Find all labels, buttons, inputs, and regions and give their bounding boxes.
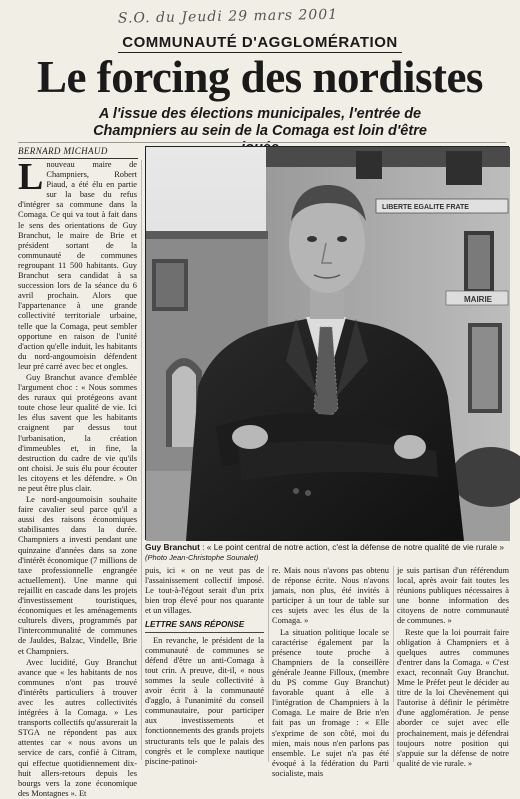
- sign-mairie: MAIRIE: [464, 295, 492, 304]
- article-photo: [145, 146, 509, 540]
- article-column-2: [145, 566, 264, 766]
- article-column-3: [272, 566, 389, 778]
- paragraph: Le nord-angoumoisin souhaite faire cavalier seul parce qu'il a aussi des raisons économiques stabilisantes dans la durée. Champniers a investi pendant une quinzaine d'années dans sa zone d'intérêt économique (7 millions de taxe professionnelle engrangée actuellement). Une manne qui rejaillit en cascade dans les projets d'investissement touristiques, économiques et les aménagements culturels divers, programmés par l'intercommunalité de communes de Jauldes, Balzac, Vindelle, Brie et Champniers.: [18, 495, 137, 656]
- article-column-1: [18, 156, 137, 798]
- caption-name: Guy Branchut: [145, 542, 200, 552]
- paragraph: re. Mais nous n'avons pas obtenu de réponse écrite. Nous n'avons jamais, non plus, été invités à participer à un tour de table sur ces sujets avec les élus de la Comaga. »: [272, 566, 389, 626]
- paragraph: puis, ici « on ne veut pas de l'assainissement collectif imposé. Le tout-à-l'égout serait d'un prix bien trop élevé pour nos quarante et un villages.: [145, 566, 264, 616]
- article-column-4: [397, 566, 509, 768]
- column-subhead: LETTRE SANS RÉPONSE: [145, 620, 264, 632]
- paragraph: Avec lucidité, Guy Branchut avance que « les habitants de nos communes n'ont pas trouvé d'intérêts particuliers à trouver avec les autres collectivités intégrées à la Comaga. » Les transports collectifs qu'assurerait la STGA ne répondent pas aux attentes car « nous avons un service de cars, confié à Citram, qui effectue quotidiennement dix-huit allers-retours depuis les bourgs vers la zone économique des Montagnes ». Et: [18, 657, 137, 798]
- top-rule: [18, 142, 506, 143]
- drop-cap: L: [18, 156, 44, 198]
- caption-quote: : « Le point central de notre action, c'est la défense de notre qualité de vie rurale »: [199, 542, 505, 552]
- paragraph: En revanche, le président de la communauté de communes se défend d'être un anti-Comaga à tout crin. A preuve, dit-il, « nous sommes la seule collectivité à avoir écrit à la communauté d'agglo, à l'unanimité du conseil communautaire, pour participer aux investissements et fonctionnements des grands projets structurants tels que le palais des congrès et le complexe nautique piscine-patinoi-: [145, 635, 264, 766]
- column-divider: [141, 160, 142, 760]
- portrait-illustration: [146, 147, 510, 541]
- subheadline: A l'issue des élections municipales, l'entrée de Champniers au sein de la Comaga est loin d'être: [93, 106, 427, 139]
- handwritten-date-note: S.O. du Jeudi 29 mars 2001: [117, 6, 339, 27]
- paragraph: Guy Branchut avance d'emblée l'argument choc : « Nous sommes des ruraux qui protégeons avant toute chose leur qualité de vie. Ici les élus savent que les habitants craignent par dessus tout l'urbanisation, la création d'immeubles et, in fine, la destruction du cadre de vie qu'ils ont choisi. Je suis élu pour écouter les citoyens et les défendre. » On ne peut être plus clair.: [18, 372, 137, 493]
- paragraph: [18, 156, 137, 372]
- paragraph: La situation politique locale se caractérise également par la présence toute proche à Champniers de la conseillère générale Jeanne Filloux, (membre du PS comme Guy Branchut) favorable quant à elle à l'intégration de Champniers à la Comaga. Le maire de Brie n'en fait pas un fromage : « Elle s'exprime de son côté, moi du mien, mais nous n'en parlons pas ensemble. Le sujet n'a pas été évoqué à la fédération du Parti socialiste, mais: [272, 627, 389, 778]
- sign-liberte: LIBERTE EGALITE FRATE: [382, 204, 469, 211]
- paragraph: Reste que la loi pourrait faire obligation à Champniers et à quelques autres communes d'entrer dans la Comaga. « C'est exact, reconnaît Guy Branchut. Mme le Préfet peut le décider au titre de la loi Chevènement qui l'autorise à définir le périmètre d'une agglomération. Je pense aborder ce sujet avec elle prochainement, mais je défendrai toujours notre position qui s'appuie sur la défense de notre qualité de vie rurale. »: [397, 627, 509, 768]
- photo-credit: (Photo Jean-Christophe Sounalet): [145, 553, 259, 562]
- photo-caption: [145, 542, 509, 563]
- column-divider: [268, 566, 269, 762]
- section-label: COMMUNAUTÉ D'AGGLOMÉRATION: [118, 34, 401, 53]
- section-kicker: [0, 34, 520, 51]
- column-divider: [393, 566, 394, 762]
- byline: BERNARD MICHAUD: [18, 146, 138, 159]
- paragraph-text: nouveau maire de Champniers, Robert Piaud, a été élu en partie sur la base du refus d'intégrer sa commune dans la Comaga. Ce qui va tout à fait dans le sens des orientations de Guy Branchut, le maire de Brie et président sortant de la communauté de communes regroupant 11 500 habitants. Guy Branchut sera candidat à sa succession lors de la séance du 6 avril prochain. Alors que l'appartenance à une grande collectivité territoriale urbaine, telle que la Comaga, peut sembler opportune en raison de l'unité d'action qu'elle induit, les habitants du nord-angoumoisin défendent leur pré carré avec bec et ongles.: [18, 160, 137, 371]
- paragraph: je suis partisan d'un référendum local, après avoir fait toutes les réunions publiques nécessaires à une bonne information des citoyens de notre communauté de communes. »: [397, 566, 509, 626]
- headline: Le forcing des nordistes: [37, 52, 483, 102]
